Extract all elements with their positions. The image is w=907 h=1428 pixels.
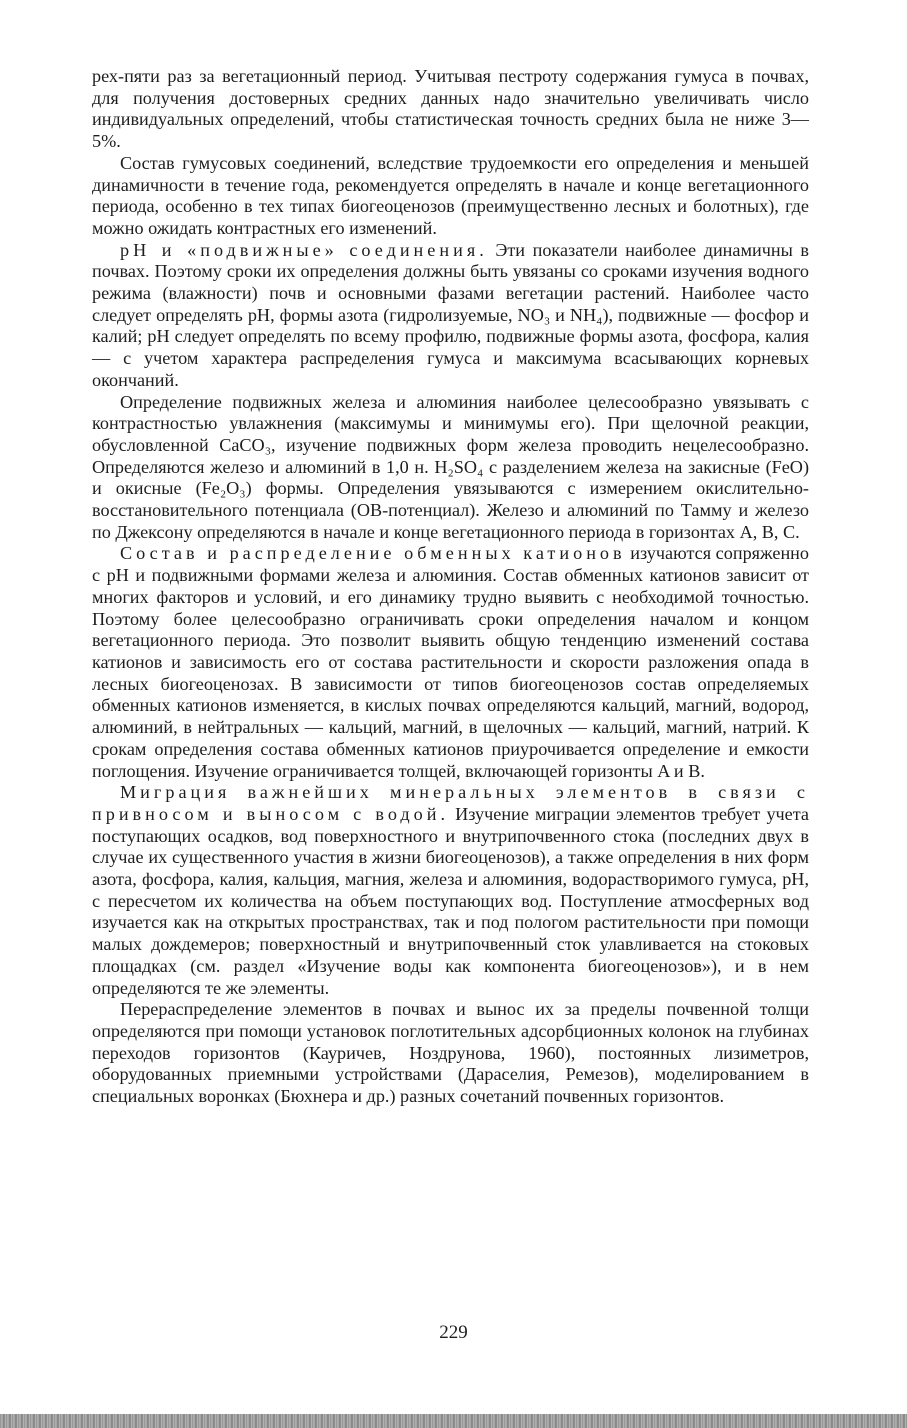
paragraph-text: Перераспределение элементов в почвах и вынос их за пределы почвенной толщи определяются при помощи установок поглотительных адсорбционных колонок на глубинах переходов горизонтов (Кауричев, Ноздрунова, 1960), постоянных лизиметров, оборудованных приемными устройствами (Дараселия, Ремезов), моделированием в специальных воронках (Бюхнера и др.) разных сочетаний почвенных горизонтов. [92, 999, 809, 1107]
paragraph-text: Изучение миграции элементов требует учета поступающих осадков, вод поверхностного и внутрипочвенного стока (последних двух в случае их существенного участия в жизни биогеоценозов), а также определения в них форм азота, фосфора, калия, кальция, магния, железа и алюминия, водорастворимого гумуса, pH, с пересчетом их количества на объем поступающих вод. Поступление атмосферных вод изучается как на открытых пространствах, так и под пологом растительности при помощи малых дождемеров; поверхностный и внутрипочвенный сток улавливается на стоковых площадках (см. раздел «Изучение воды как компонента биогеоценозов»), и в нем определяются те же элементы. [92, 803, 809, 998]
paragraph-text: Эти показатели наиболее динамичны в почвах. Поэтому сроки их определения должны быть увязаны со сроками изучения водного режима (влажности) почв и основными фазами вегетации растений. Наиболее часто следует определять pH, формы азота (гидролизуемые, NO₃ и NH₄), подвижные — фосфор и калий; pH следует определять по всему профилю, подвижные формы азота, фосфора, калия — с учетом характера распределения гумуса и максимума всасывающих корневых окончаний. [92, 239, 809, 390]
paragraph-text: Состав гумусовых соединений, вследствие трудоемкости его определения и меньшей динамичности в течение года, рекомендуется определять в начале и конце вегетационного периода, особенно в тех типах биогеоценозов (преимущественно лесных и болотных), где можно ожидать контрастных его изменений. [92, 152, 809, 238]
scan-edge [0, 1414, 907, 1428]
paragraph-element-migration [92, 782, 809, 999]
paragraph-exchange-cations [92, 543, 809, 782]
page-number: 229 [439, 1322, 468, 1343]
paragraph-iron-aluminium [92, 392, 809, 544]
page-body [92, 66, 809, 1108]
section-heading: Состав и распределение обменных катионов [120, 543, 626, 564]
paragraph-redistribution [92, 999, 809, 1108]
paragraph-humus-composition [92, 153, 809, 240]
section-heading: pH и «подвижные» соединения. [120, 239, 488, 260]
paragraph-text: рех-пяти раз за вегетационный период. Учитывая пестроту содержания гумуса в почвах, для получения достоверных средних данных надо значительно увеличивать число индивидуальных определений, чтобы статистическая точность средних была не ниже 3—5%. [92, 66, 809, 152]
paragraph-humus-sampling [92, 66, 809, 153]
paragraph-ph-mobile-compounds [92, 240, 809, 392]
section-heading: Миграция важнейших минеральных элементов в связи с привносом и выносом с водой. [92, 782, 809, 824]
paragraph-text: Определение подвижных железа и алюминия наиболее целесообразно увязывать с контрастностью увлажнения (максимумы и минимумы его). При щелочной реакции, обусловленной CaCO₃, изучение подвижных форм железа проводить нецелесообразно. Определяются железо и алюминий в 1,0 н. H₂SO₄ с разделением железа на закисные (FeO) и окисные (Fe₂O₃) формы. Определения увязываются с измерением окислительно-восстановительного потенциала (ОВ-потенциал). Железо и алюминий по Тамму и железо по Джексону определяются в начале и конце вегетационного периода в горизонтах A, B, C. [92, 391, 809, 542]
paragraph-text: изучаются сопряженно с pH и подвижными формами железа и алюминия. Состав обменных катионов зависит от многих факторов и условий, и его динамику трудно выявить с необходимой точностью. Поэтому более целесообразно ограничивать сроки определения началом и концом вегетационного периода. Это позволит выявить общую тенденцию изменений состава катионов и зависимость его от состава растительности и скорости разложения опада в лесных биогеоценозах. В зависимости от типов биогеоценозов состав определяемых обменных катионов изменяется, в кислых почвах определяются кальций, магний, водород, алюминий, в нейтральных — кальций, магний, в щелочных — кальций, магний, натрий. К срокам определения состава обменных катионов приурочивается определение и емкости поглощения. Изучение ограничивается толщей, включающей горизонты A и B. [92, 543, 810, 781]
